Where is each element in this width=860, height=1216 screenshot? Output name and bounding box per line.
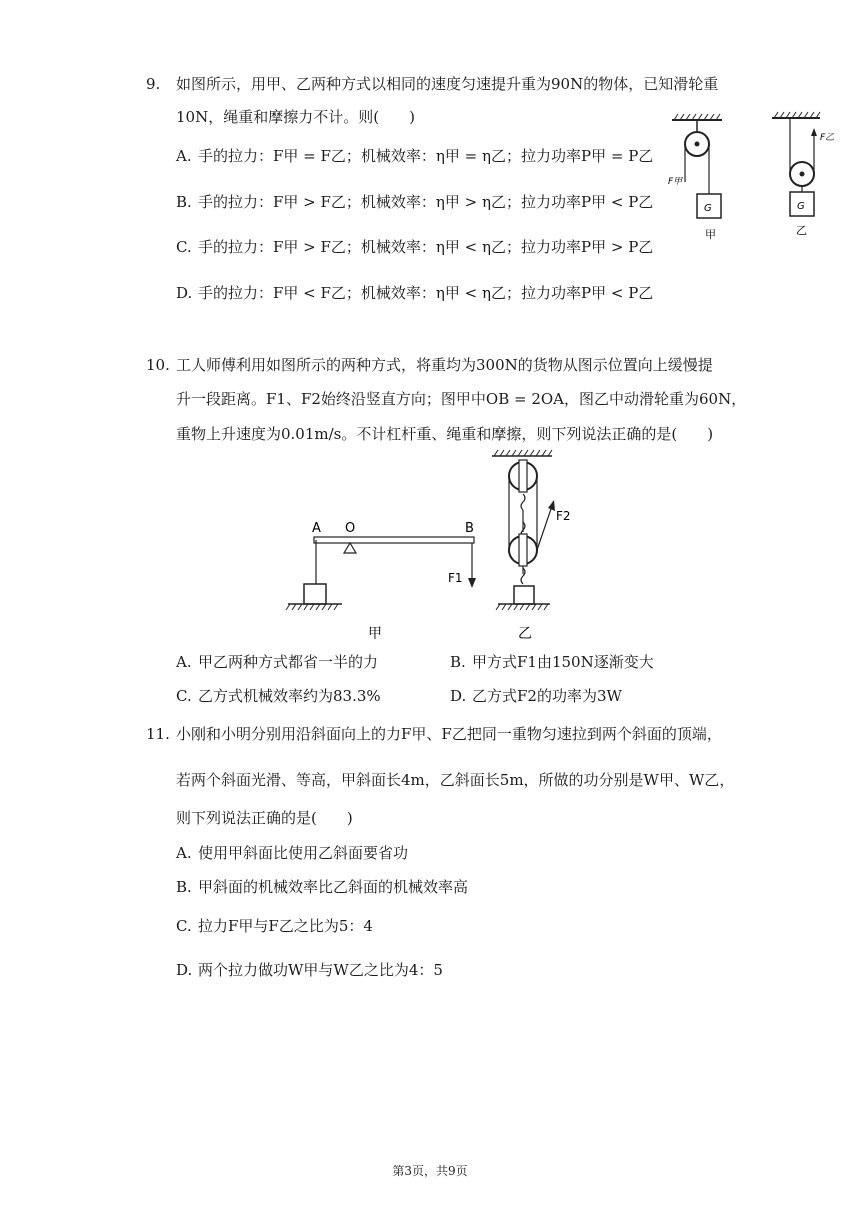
q10-label-o: O [345,521,356,536]
q10-option-b [450,652,654,672]
q9-option-a-text: 手的拉力：F甲 = F乙；机械效率：η甲 = η乙；拉力功率P甲 = P乙 [198,147,654,165]
q11-stem-line2: 若两个斜面光滑、等高，甲斜面长4m，乙斜面长5m，所做的功分别是W甲、W乙， [176,771,735,789]
q9-weight-label-right: G [797,201,805,212]
q9-option-d-letter: D. [176,284,193,302]
q9-movable-pulley-diagram [772,112,820,216]
q11-option-c-text: 拉力F甲与F乙之比为5：4 [198,917,373,935]
q11-option-a [176,843,408,863]
q11-option-d [176,960,443,980]
q9-option-d [176,283,653,303]
q11-option-a-text: 使用甲斜面比使用乙斜面要省功 [198,844,409,862]
q9-option-a [176,146,653,166]
q9-force-right-label: F乙 [820,133,835,143]
q10-option-a-text: 甲乙两种方式都省一半的力 [198,653,379,671]
q10-option-b-text: 甲方式F1由150N逐渐变大 [472,653,654,671]
q11-option-b-letter: B. [176,878,192,896]
q10-option-c-text: 乙方式机械效率约为83.3% [198,687,381,705]
q10-option-a [176,652,378,672]
q11-stem-line1: 小刚和小明分别用沿斜面向上的力F甲、F乙把同一重物匀速拉到两个斜面的顶端， [176,725,722,743]
q11-option-b [176,877,468,897]
q10-option-d-text: 乙方式F2的功率为3W [472,687,622,705]
q10-caption-right: 乙 [518,626,532,642]
q9-caption-left: 甲 [705,228,716,241]
q10-caption-left: 甲 [368,626,382,642]
q11-option-c [176,916,373,936]
q10-option-a-letter: A. [176,653,192,671]
q9-pulley-figure [660,108,850,248]
q9-option-a-letter: A. [176,147,192,165]
q9-option-d-text: 手的拉力：F甲 < F乙；机械效率：η甲 < η乙；拉力功率P甲 < P乙 [198,284,654,302]
page-footer: 第3页，共9页 [392,1164,468,1178]
q9-option-c-letter: C. [176,238,192,256]
q10-pulley-block-diagram [492,450,555,610]
q9-option-b-letter: B. [176,193,192,211]
q11-option-b-text: 甲斜面的机械效率比乙斜面的机械效率高 [198,878,469,896]
q9-caption-right: 乙 [796,224,807,237]
q11-stem-line3: 则下列说法正确的是( ) [176,809,353,827]
q10-number: 10. [146,356,170,374]
q10-label-f2: F2 [556,509,571,523]
q10-stem-line1: 工人师傅利用如图所示的两种方式，将重均为300N的货物从图示位置向上缓慢提 [176,356,713,374]
q9-number: 9. [146,75,161,93]
q9-force-left-label: F甲 [668,177,683,187]
q10-option-c [176,686,381,706]
q11-option-d-text: 两个拉力做功W甲与W乙之比为4：5 [198,961,443,979]
q10-option-d [450,686,622,706]
q11-option-d-letter: D. [176,961,193,979]
q9-option-b [176,192,653,212]
q10-option-b-letter: B. [450,653,466,671]
q10-label-f1: F1 [448,571,463,585]
q10-label-b: B [465,521,474,536]
q10-option-d-letter: D. [450,687,467,705]
q10-stem-line2: 升一段距离。F1、F2始终沿竖直方向；图甲中OB = 2OA，图乙中动滑轮重为60N， [176,390,747,408]
q9-stem-line1: 如图所示，用甲、乙两种方式以相同的速度匀速提升重为90N的物体，已知滑轮重 [176,75,719,93]
q9-option-c [176,237,653,257]
q11-number: 11. [146,725,170,743]
q10-label-a: A [312,521,321,536]
q10-lever-pulley-figure [280,448,600,648]
q10-option-c-letter: C. [176,687,192,705]
q9-stem-line2: 10N，绳重和摩擦力不计。则( ) [176,108,415,126]
q9-option-c-text: 手的拉力：F甲 > F乙；机械效率：η甲 < η乙；拉力功率P甲 > P乙 [198,238,654,256]
q9-option-b-text: 手的拉力：F甲 > F乙；机械效率：η甲 > η乙；拉力功率P甲 < P乙 [198,193,654,211]
q11-option-c-letter: C. [176,917,192,935]
q9-fixed-pulley-diagram [672,114,722,218]
q11-option-a-letter: A. [176,844,192,862]
q10-stem-line3: 重物上升速度为0.01m/s。不计杠杆重、绳重和摩擦，则下列说法正确的是( ) [176,425,714,443]
q9-weight-label-left: G [704,203,712,214]
